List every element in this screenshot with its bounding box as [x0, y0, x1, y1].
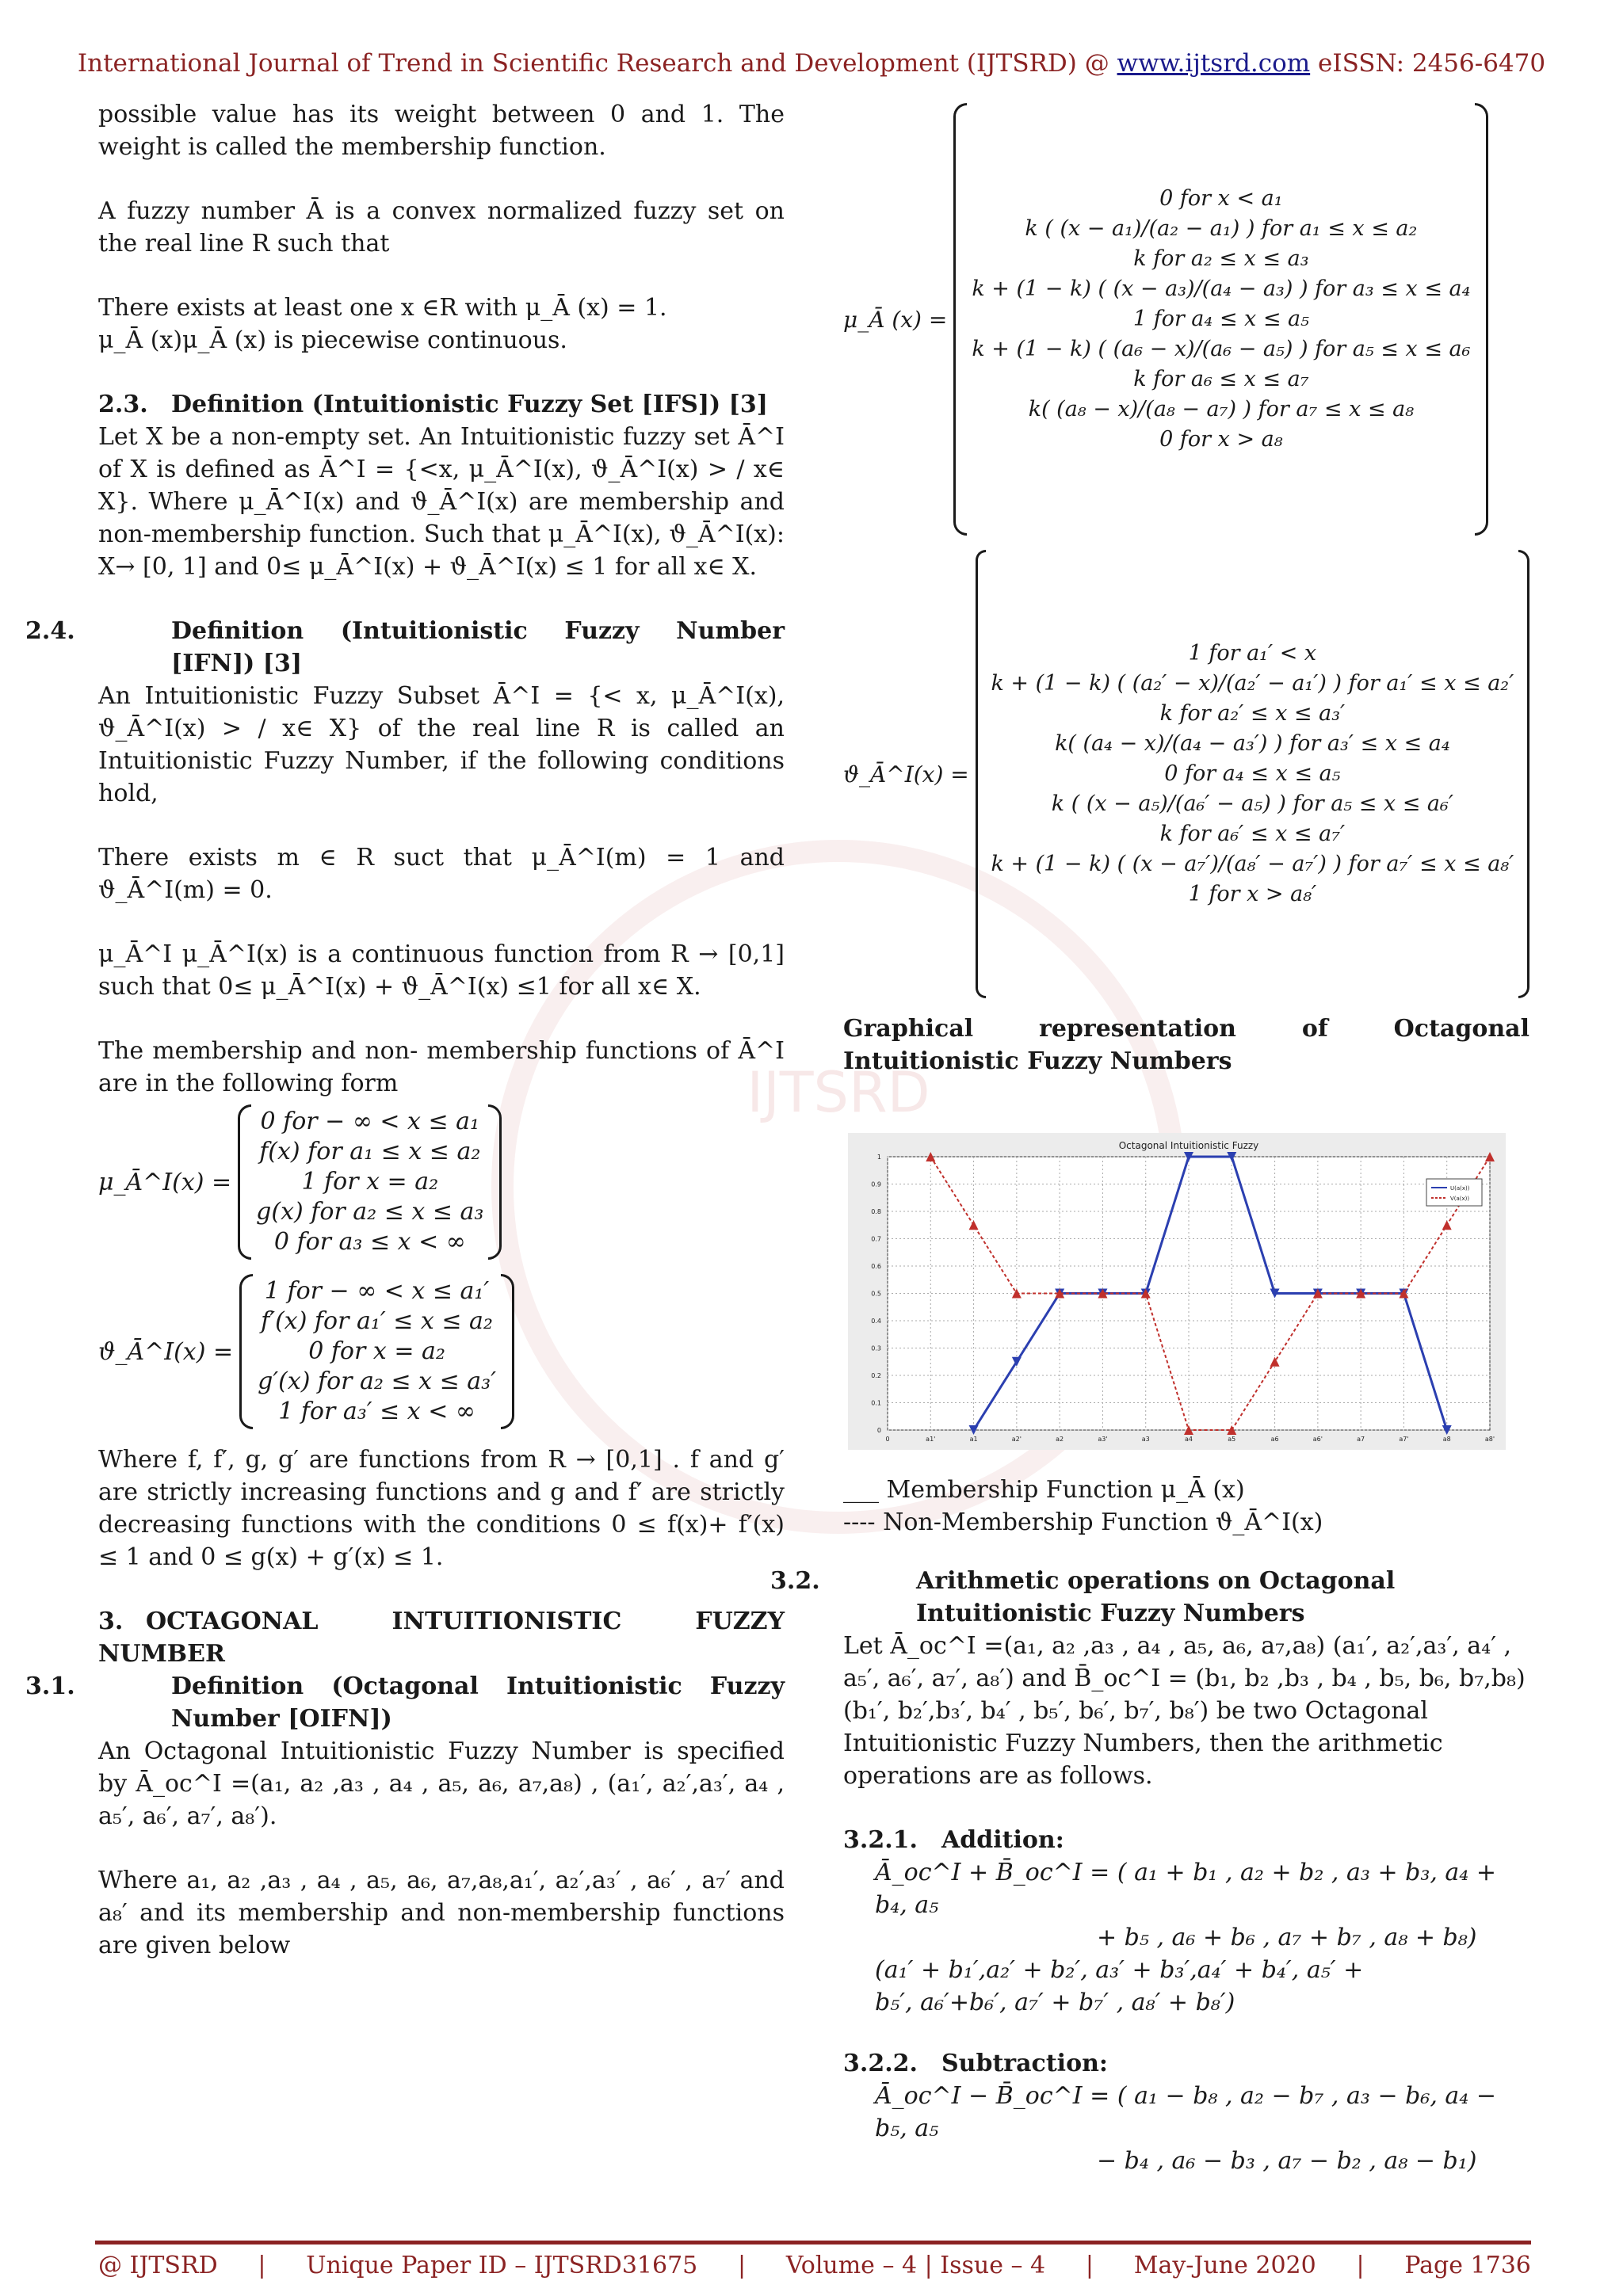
paragraph: Let Ā_oc^I =(a₁, a₂ ,a₃ , a₄ , a₅, a₆, a₇,a₈) (a₁′, a₂′,a₃′, a₄′ , a₅′, a₆′, a₇′, a₈′) and B̄_oc^I = (b₁, b₂ ,b₃ , b₄ , b₅, b₆, b₇,b₈) (b₁′, b₂′,b₃′, b₄′ , b₅′, b₆′, b₇′, b₈′) be two Octagonal Intuitionistic Fuzzy Numbers, then the arithmetic operations are as follows. [843, 1632, 1526, 1790]
case-line: k ( (x − a₁)/(a₂ − a₁) ) for a₁ ≤ x ≤ a₂ [1025, 216, 1418, 241]
case-line: 0 for x < a₁ [1159, 186, 1283, 211]
x-tick-label: a1' [926, 1436, 936, 1443]
case-line: k + (1 − k) ( (x − a₃)/(a₄ − a₃) ) for a₃ ≤ x ≤ a₄ [972, 277, 1471, 301]
x-tick-label: a7 [1357, 1436, 1365, 1443]
x-tick-label: a1 [969, 1436, 978, 1443]
paragraph: possible value has its weight between 0 and 1. The weight is called the membership function. [98, 101, 785, 161]
case-line: k ( (x − a₅)/(a₆′ − a₅) ) for a₅ ≤ x ≤ a₆′ [1051, 791, 1453, 816]
subtraction-formula: Ā_oc^I − B̄_oc^I = ( a₁ − b₈ , a₂ − b₇ , a₃ − b₆, a₄ − b₅, a₅ − b₄ , a₆ − b₃ , a₇ − b₂ , a₈ − b₁) [875, 2082, 1496, 2175]
case-line: g′(x) for a₂ ≤ x ≤ a₃′ [258, 1367, 497, 1395]
x-tick-label: a6' [1312, 1436, 1323, 1443]
case-line: 0 for − ∞ < x ≤ a₁ [260, 1108, 480, 1135]
y-tick-label: 0.8 [871, 1208, 881, 1215]
x-tick-label: a2' [1011, 1436, 1022, 1443]
paragraph: There exists at least one x ∈R with μ_Ā (x) = 1. [98, 294, 667, 322]
y-tick-label: 0 [876, 1427, 881, 1434]
case-line: k for a₆ ≤ x ≤ a₇ [1133, 367, 1309, 391]
x-tick-label: a8' [1484, 1436, 1495, 1443]
case-line: k for a₆′ ≤ x ≤ a₇′ [1159, 822, 1346, 846]
paragraph: μ_Ā (x)μ_Ā (x) is piecewise continuous. [98, 326, 567, 354]
right-column [843, 98, 1529, 1077]
y-tick-label: 0.1 [871, 1399, 881, 1407]
octagonal-mu-piecewise: μ_Ā (x) = 0 for x < a₁ k ( (x − a₁)/(a₂ − a₁) ) for a₁ ≤ x ≤ a₂ k for a₂ ≤ x ≤ a₃ k + (1 − k) ( (x − a₃)/(a₄ − a₃) ) for a₃ ≤ x ≤ a₄ 1 for a₄ ≤ x ≤ a₅ k + (1 − k) ( (a₆ − x)/(a₆ − a₅) ) for a₅ ≤ x ≤ a₆ k for a₆ ≤ x ≤ a₇ k( (a₈ − x)/(a₈ − a₇) ) for a₇ ≤ x ≤ a₈ 0 for x > a₈ [843, 103, 1529, 536]
x-tick-label: a2 [1056, 1436, 1064, 1443]
graph-caption-heading: Graphical representation of Octagonal Intuitionistic Fuzzy Numbers [843, 1015, 1529, 1075]
left-column [25, 98, 785, 1993]
nu-piecewise: ϑ_Ā^I(x) = 1 for − ∞ < x ≤ a₁′ f′(x) for a₁′ ≤ x ≤ a₂ 0 for x = a₂ g′(x) for a₂ ≤ x ≤ a₃′ 1 for a₃′ ≤ x < ∞ [98, 1274, 785, 1429]
paragraph: Where f, f′, g, g′ are functions from R → [0,1] . f and g′ are strictly increasing functions and g and f′ are strictly decreasing functions with the conditions 0 ≤ f(x)+ f′(x) ≤ 1 and 0 ≤ g(x) + g′(x) ≤ 1. [98, 1446, 785, 1571]
case-line: k + (1 − k) ( (a₂′ − x)/(a₂′ − a₁′) ) for a₁′ ≤ x ≤ a₂′ [991, 671, 1514, 696]
graph-legend-text [843, 1474, 1323, 1539]
paragraph: The membership and non- membership functions of Ā^I are in the following form [98, 1037, 785, 1097]
x-tick-label: a3 [1141, 1436, 1150, 1443]
section-heading-3: 3. OCTAGONAL INTUITIONISTIC FUZZY NUMBER [98, 1608, 785, 1668]
x-tick-label: 0 [885, 1436, 890, 1443]
addition-formula: Ā_oc^I + B̄_oc^I = ( a₁ + b₁ , a₂ + b₂ , a₃ + b₃, a₄ + b₄, a₅ + b₅ , a₆ + b₆ , a₇ + b₇ , a₈ + b₈) (a₁′ + b₁′,a₂′ + b₂′, a₃′ + b₃′,a₄′ + b₄′, a₅′ + b₅′, a₆′+b₆′, a₇′ + b₇′ , a₈′ + b₈′) [875, 1859, 1496, 2016]
case-line: 0 for a₃ ≤ x < ∞ [273, 1228, 466, 1256]
paragraph: A fuzzy number Ā is a convex normalized fuzzy set on the real line R such that [98, 197, 785, 257]
x-tick-label: a7' [1399, 1436, 1409, 1443]
paragraph: Where a₁, a₂ ,a₃ , a₄ , a₅, a₆, a₇,a₈,a₁′, a₂′,a₃′ , a₆′ , a₇′ and a₈′ and its membership and non-membership functions are given below [98, 1867, 785, 1959]
octagonal-nu-piecewise: ϑ_Ā^I(x) = 1 for a₁′ < x k + (1 − k) ( (a₂′ − x)/(a₂′ − a₁′) ) for a₁′ ≤ x ≤ a₂′ k for a₂′ ≤ x ≤ a₃′ k( (a₄ − x)/(a₄ − a₃′) ) for a₃′ ≤ x ≤ a₄ 0 for a₄ ≤ x ≤ a₅ k ( (x − a₅)/(a₆′ − a₅) ) for a₅ ≤ x ≤ a₆′ k for a₆′ ≤ x ≤ a₇′ k + (1 − k) ( (x − a₇′)/(a₈′ − a₇′) ) for a₇′ ≤ x ≤ a₈′ 1 for x > a₈′ [843, 550, 1529, 998]
paragraph: An Intuitionistic Fuzzy Subset Ā^I = {< x, μ_Ā^I(x), ϑ_Ā^I(x) > / x∈ X} of the real line R is called an Intuitionistic Fuzzy Number, if the following conditions hold, [98, 682, 785, 807]
x-tick-label: a5 [1228, 1436, 1236, 1443]
legend-label-0: U(a(x)) [1450, 1185, 1470, 1192]
section-heading-3-2-2: 3.2.2. Subtraction: [843, 2050, 1108, 2077]
case-line: 0 for a₄ ≤ x ≤ a₅ [1164, 761, 1341, 786]
case-line: 1 for x > a₈′ [1188, 882, 1317, 906]
paragraph: Let X be a non-empty set. An Intuitionistic fuzzy set Ā^I of X is defined as Ā^I = {<x, μ_Ā^I(x), ϑ_Ā^I(x) > / x∈ X}. Where μ_Ā^I(x) and ϑ_Ā^I(x) are membership and non-membership function. Such that μ_Ā^I(x), ϑ_Ā^I(x): X→ [0, 1] and 0≤ μ_Ā^I(x) + ϑ_Ā^I(x) ≤ 1 for all x∈ X. [98, 423, 785, 581]
chart-title: Octagonal Intuitionistic Fuzzy [1118, 1140, 1259, 1151]
case-line: k for a₂′ ≤ x ≤ a₃′ [1159, 701, 1346, 726]
case-line: k( (a₄ − x)/(a₄ − a₃′) ) for a₃′ ≤ x ≤ a₄ [1055, 731, 1450, 756]
y-tick-label: 0.6 [871, 1263, 881, 1270]
section-heading-3-1: 3.1. Definition (Octagonal Intuitionistic Fuzzy Number [OIFN]) [25, 1672, 785, 1733]
y-tick-label: 0.7 [871, 1235, 881, 1243]
y-tick-label: 0.9 [871, 1180, 881, 1188]
section-heading-2-3: 2.3. Definition (Intuitionistic Fuzzy Set [IFS]) [3] [98, 391, 768, 418]
legend-label-1: V(a(x)) [1450, 1196, 1470, 1202]
case-line: k( (a₈ − x)/(a₈ − a₇) ) for a₇ ≤ x ≤ a₈ [1028, 397, 1415, 421]
case-line: k + (1 − k) ( (x − a₇′)/(a₈′ − a₇′) ) for a₇′ ≤ x ≤ a₈′ [991, 852, 1514, 876]
case-line: 1 for a₃′ ≤ x < ∞ [278, 1398, 475, 1425]
case-line: 1 for a₄ ≤ x ≤ a₅ [1132, 307, 1309, 331]
x-tick-label: a3' [1098, 1436, 1108, 1443]
x-tick-label: a4 [1185, 1436, 1193, 1443]
legend-nonmembership: ---- Non-Membership Function ϑ_Ā^I(x) [843, 1508, 1323, 1536]
legend-membership: ___ Membership Function μ_Ā (x) [843, 1476, 1245, 1504]
y-tick-label: 0.4 [871, 1318, 881, 1325]
page-footer: @ IJTSRD | Unique Paper ID – IJTSRD31675 | Volume – 4 | Issue – 4 | May-June 2020 | Page 1736 [98, 2252, 1531, 2279]
case-line: g(x) for a₂ ≤ x ≤ a₃ [256, 1198, 484, 1226]
paragraph: An Octagonal Intuitionistic Fuzzy Number is specified by Ā_oc^I =(a₁, a₂ ,a₃ , a₄ , a₅, a₆, a₇,a₈) , (a₁′, a₂′,a₃′, a₄ , a₅′, a₆′, a₇′, a₈′). [98, 1737, 785, 1830]
case-line: 1 for a₁′ < x [1188, 641, 1317, 666]
y-tick-label: 1 [876, 1154, 881, 1161]
case-line: f(x) for a₁ ≤ x ≤ a₂ [259, 1138, 481, 1165]
y-tick-label: 0.5 [871, 1290, 881, 1298]
right-column-lower [770, 1565, 1529, 2177]
section-heading-2-4: 2.4. Definition (Intuitionistic Fuzzy Number [IFN]) [3] [25, 617, 785, 677]
case-line: 0 for x > a₈ [1159, 427, 1283, 452]
condition: There exists m ∈ R suct that μ_Ā^I(m) = 1 and ϑ_Ā^I(m) = 0. [98, 844, 785, 904]
x-tick-label: a6 [1270, 1436, 1279, 1443]
case-line: 0 for x = a₂ [308, 1337, 445, 1365]
y-tick-label: 0.3 [871, 1344, 881, 1352]
journal-link[interactable]: www.ijtsrd.com [1117, 49, 1311, 78]
y-tick-label: 0.2 [871, 1372, 881, 1379]
case-line: 1 for x = a₂ [301, 1168, 439, 1196]
octagonal-fuzzy-chart [848, 1133, 1506, 1450]
watermark-seal: IJTSRD [491, 840, 1186, 1534]
case-line: k for a₂ ≤ x ≤ a₃ [1133, 246, 1309, 271]
x-tick-label: a8 [1442, 1436, 1451, 1443]
case-line: k + (1 − k) ( (a₆ − x)/(a₆ − a₅) ) for a₅ ≤ x ≤ a₆ [972, 337, 1471, 361]
mu-piecewise: μ_Ā^I(x) = 0 for − ∞ < x ≤ a₁ f(x) for a₁ ≤ x ≤ a₂ 1 for x = a₂ g(x) for a₂ ≤ x ≤ a₃ 0 for a₃ ≤ x < ∞ [98, 1104, 785, 1260]
condition: μ_Ā^I μ_Ā^I(x) is a continuous function from R → [0,1] such that 0≤ μ_Ā^I(x) + ϑ_Ā^I(x) ≤1 for all x∈ X. [98, 940, 785, 1001]
section-heading-3-2: 3.2. Arithmetic operations on Octagonal Intuitionistic Fuzzy Numbers [770, 1567, 1396, 1627]
case-line: f′(x) for a₁′ ≤ x ≤ a₂ [261, 1307, 493, 1335]
case-line: 1 for − ∞ < x ≤ a₁′ [264, 1277, 490, 1305]
section-heading-3-2-1: 3.2.1. Addition: [843, 1826, 1064, 1854]
footer-rule [95, 2241, 1531, 2245]
page-header: International Journal of Trend in Scientific Research and Development (IJTSRD) @ www.ijtsrd.com eISSN: 2456-6470 [77, 49, 1546, 78]
